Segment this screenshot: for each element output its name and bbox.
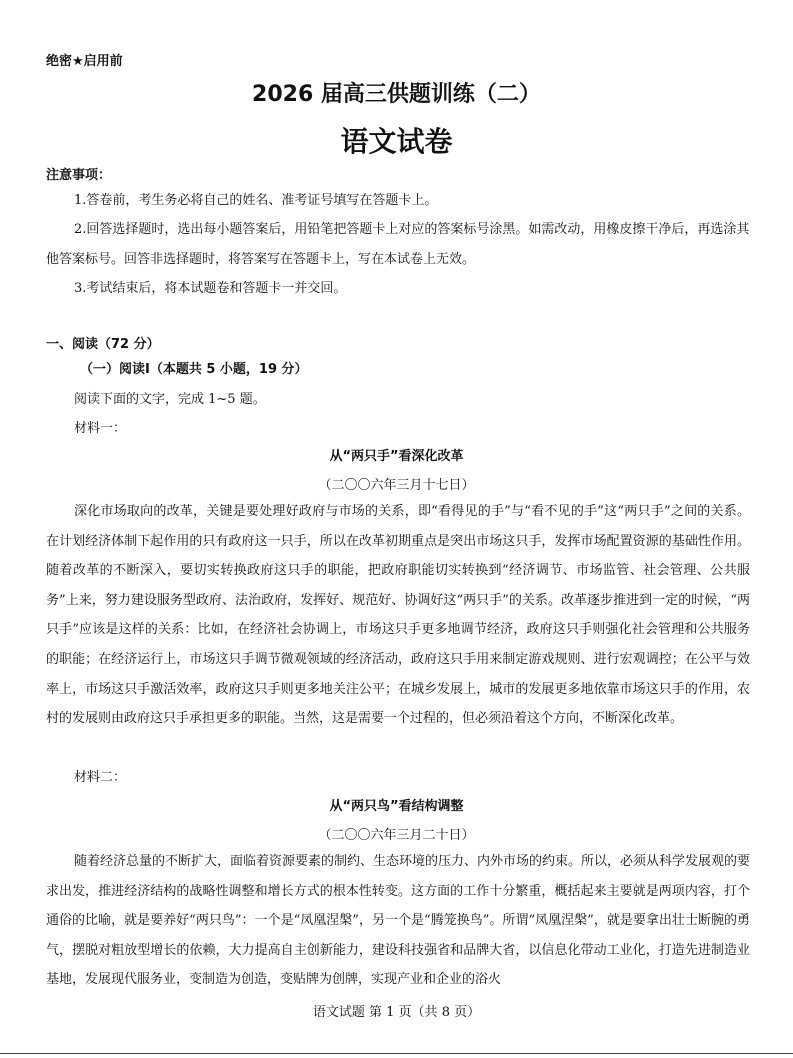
material1-label: 材料一： bbox=[74, 421, 127, 436]
confidential-label: 绝密★启用前 bbox=[46, 54, 123, 69]
material2-body: 随着经济总量的不断扩大，面临着资源要素的制约、生态环境的压力、内外市场的约束。所以，必须从科学发展观的要求出发，推进经济结构的战略性调整和增长方式的根本性转变。这方面的工作十分繁重，概括起来主要就是两项内容，打个通俗的比喻，就是要养好“两只鸟”：一个是“凤凰涅槃”，另一个是“腾笼换鸟”。所谓“凤凰涅槃”，就是要拿出壮士断腕的勇气，摆脱对粗放型增长的依赖，大力提高自主创新能力，建设科技强省和品牌大省，以信息化带动工业化，打造先进制造业基地，发展现代服务业，变制造为创造，变贴牌为创牌，实现产业和企业的浴火 bbox=[46, 854, 751, 988]
material1-title: 从“两只手”看深化改革 bbox=[329, 449, 464, 464]
material2-date: （二〇〇六年三月二十日） bbox=[318, 828, 475, 843]
page-footer: 语文试题 第 1 页（共 8 页） bbox=[312, 1005, 481, 1020]
subsection-heading: （一）阅读Ⅰ（本题共 5 小题，19 分） bbox=[80, 362, 308, 377]
material1-date: （二〇〇六年三月十七日） bbox=[318, 478, 475, 493]
section-heading: 一、阅读（72 分） bbox=[46, 337, 160, 352]
material2-label: 材料二： bbox=[74, 770, 127, 785]
note-item-1: 1.答卷前，考生务必将自己的姓名、准考证号填写在答题卡上。 bbox=[74, 193, 438, 208]
subject-title: 语文试卷 bbox=[340, 125, 453, 158]
note-item-3: 3.考试结束后，将本试题卷和答题卡一并交回。 bbox=[74, 281, 347, 296]
material2-title: 从“两只鸟”看结构调整 bbox=[329, 799, 464, 814]
note-item-2: 2.回答选择题时，选出每小题答案后，用铅笔把答题卡上对应的答案标号涂黑。如需改动，用橡皮擦干净后，再选涂其他答案标号。回答非选择题时，将答案写在答题卡上，写在本试卷上无效。 bbox=[46, 222, 750, 267]
bottom-rule bbox=[0, 1053, 793, 1054]
material1-body: 深化市场取向的改革，关键是要处理好政府与市场的关系，即“看得见的手”与“看不见的手”这“两只手”之间的关系。在计划经济体制下起作用的只有政府这一只手，所以在改革初期重点是突出市场这只手，发挥市场配置资源的基础性作用。随着改革的不断深入，要切实转换政府这只手的职能，把政府职能切实转换到“经济调节、市场监管、社会管理、公共服务”上来，努力建设服务型政府、法治政府，发挥好、规范好、协调好这“两只手”的关系。改革逐步推进到一定的时候，“两只手”应该是这样的关系：比如，在经济社会协调上，市场这只手更多地调节经济，政府这只手则强化社会管理和公共服务的职能；在经济运行上，市场这只手调节微观领域的经济活动，政府这只手用来制定游戏规则、进行宏观调控；在公平与效率上，市场这只手激活效率，政府这只手则更多地关注公平；在城乡发展上，城市的发展更多地依靠市场这只手的作用，农村的发展则由政府这只手承担更多的职能。当然，这是需要一个过程的，但必须沿着这个方向，不断深化改革。 bbox=[46, 504, 750, 727]
instruction-text: 阅读下面的文字，完成 1~5 题。 bbox=[74, 392, 266, 407]
exam-title: 2026 届高三供题训练（二） bbox=[252, 82, 541, 107]
notes-heading: 注意事项： bbox=[46, 168, 112, 183]
